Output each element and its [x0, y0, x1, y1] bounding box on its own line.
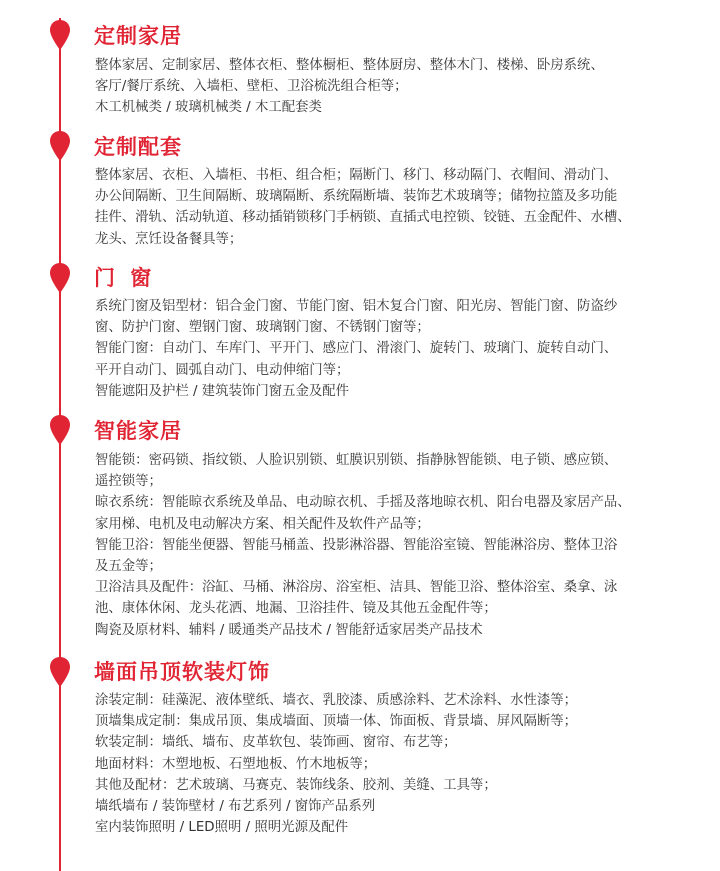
section-body: [95, 55, 705, 119]
text-line: 家用梯、电机及电动解决方案、相关配件及软件产品等；: [95, 516, 430, 532]
text-line: 软装定制：墙纸、墙布、皮革软包、装饰画、窗帘、布艺等；: [95, 735, 457, 751]
text-line: 遥控锁等；: [95, 474, 162, 490]
text-line: 平开自动门、圆弧自动门、电动伸缩门等；: [95, 362, 350, 378]
text-line: 系统门窗及铝型材：铝合金门窗、节能门窗、铝木复合门窗、阳光房、智能门窗、防盗纱: [95, 299, 618, 314]
text-line: 及五金等；: [95, 559, 162, 575]
section-body: [95, 690, 705, 838]
map-pin-icon: [49, 656, 71, 688]
section-body: [95, 450, 705, 641]
section-title: 定制配套: [94, 135, 182, 159]
text-line: 智能门窗：自动门、车库门、平开门、感应门、滑滚门、旋转门、玻璃门、旋转自动门、: [95, 341, 618, 357]
section-title: 智能家居: [94, 419, 182, 443]
text-line: 墙纸墙布 / 装饰壁材 / 布艺系列 / 窗饰产品系列: [95, 799, 376, 815]
text-line: 地面材料：木塑地板、石塑地板、竹木地板等；: [95, 756, 377, 772]
section-title: 定制家居: [94, 24, 182, 48]
map-pin-icon: [49, 19, 71, 51]
text-line: 卫浴洁具及配件：浴缸、马桶、淋浴房、浴室柜、洁具、智能卫浴、整体浴室、桑拿、泳: [95, 580, 618, 596]
text-line: 室内装饰照明 / LED照明 / 照明光源及配件: [95, 820, 349, 836]
text-line: 其他及配材：艺术玻璃、马赛克、装饰线条、胶剂、美缝、工具等；: [95, 777, 497, 793]
text-line: 智能卫浴：智能坐便器、智能马桶盖、投影淋浴器、智能浴室镜、智能淋浴房、整体卫浴: [95, 537, 618, 553]
text-line: 整体家居、衣柜、入墙柜、书柜、组合柜；隔断门、移门、移动隔门、衣帽间、滑动门、: [95, 168, 618, 183]
text-line: 智能遮阳及护栏 / 建筑装饰门窗五金及配件: [95, 383, 350, 399]
text-line: 涂装定制：硅藻泥、液体壁纸、墙衣、乳胶漆、质感涂料、艺术涂料、水性漆等；: [95, 693, 578, 708]
text-line: 挂件、滑轨、活动轨道、移动插销锁移门手柄锁、直插式电控锁、铰链、五金配件、水槽、: [95, 210, 631, 226]
text-line: 办公间隔断、卫生间隔断、玻璃隔断、系统隔断墙、装饰艺术玻璃等；储物拉篮及多功能: [95, 189, 618, 205]
section-title: 墙面吊顶软装灯饰: [94, 660, 270, 684]
text-line: 整体家居、定制家居、整体衣柜、整体橱柜、整体厨房、整体木门、楼梯、卧房系统、: [95, 58, 604, 73]
text-line: 晾衣系统：智能晾衣系统及单品、电动晾衣机、手摇及落地晾衣机、阳台电器及家居产品、: [95, 495, 631, 511]
map-pin-icon: [49, 262, 71, 294]
text-line: 池、康体休闲、龙头花洒、地漏、卫浴挂件、镜及其他五金配件等；: [95, 601, 497, 617]
text-line: 顶墙集成定制：集成吊顶、集成墙面、顶墙一体、饰面板、背景墙、屏风隔断等；: [95, 714, 578, 730]
text-line: 客厅/餐厅系统、入墙柜、壁柜、卫浴梳洗组合柜等；: [95, 79, 408, 95]
map-pin-icon: [49, 414, 71, 446]
text-line: 智能锁：密码锁、指纹锁、人脸识别锁、虹膜识别锁、指静脉智能锁、电子锁、感应锁、: [95, 453, 618, 468]
section-body: [95, 296, 705, 402]
section-title: 门 窗: [94, 266, 156, 290]
text-line: 陶瓷及原材料、辅料 / 暖通类产品技术 / 智能舒适家居类产品技术: [95, 622, 483, 638]
section-body: [95, 165, 705, 250]
map-pin-icon: [49, 130, 71, 162]
text-line: 窗、防护门窗、塑钢门窗、玻璃钢门窗、不锈钢门窗等；: [95, 320, 430, 336]
text-line: 木工机械类 / 玻璃机械类 / 木工配套类: [95, 100, 322, 116]
text-line: 龙头、烹饪设备餐具等；: [95, 231, 243, 247]
